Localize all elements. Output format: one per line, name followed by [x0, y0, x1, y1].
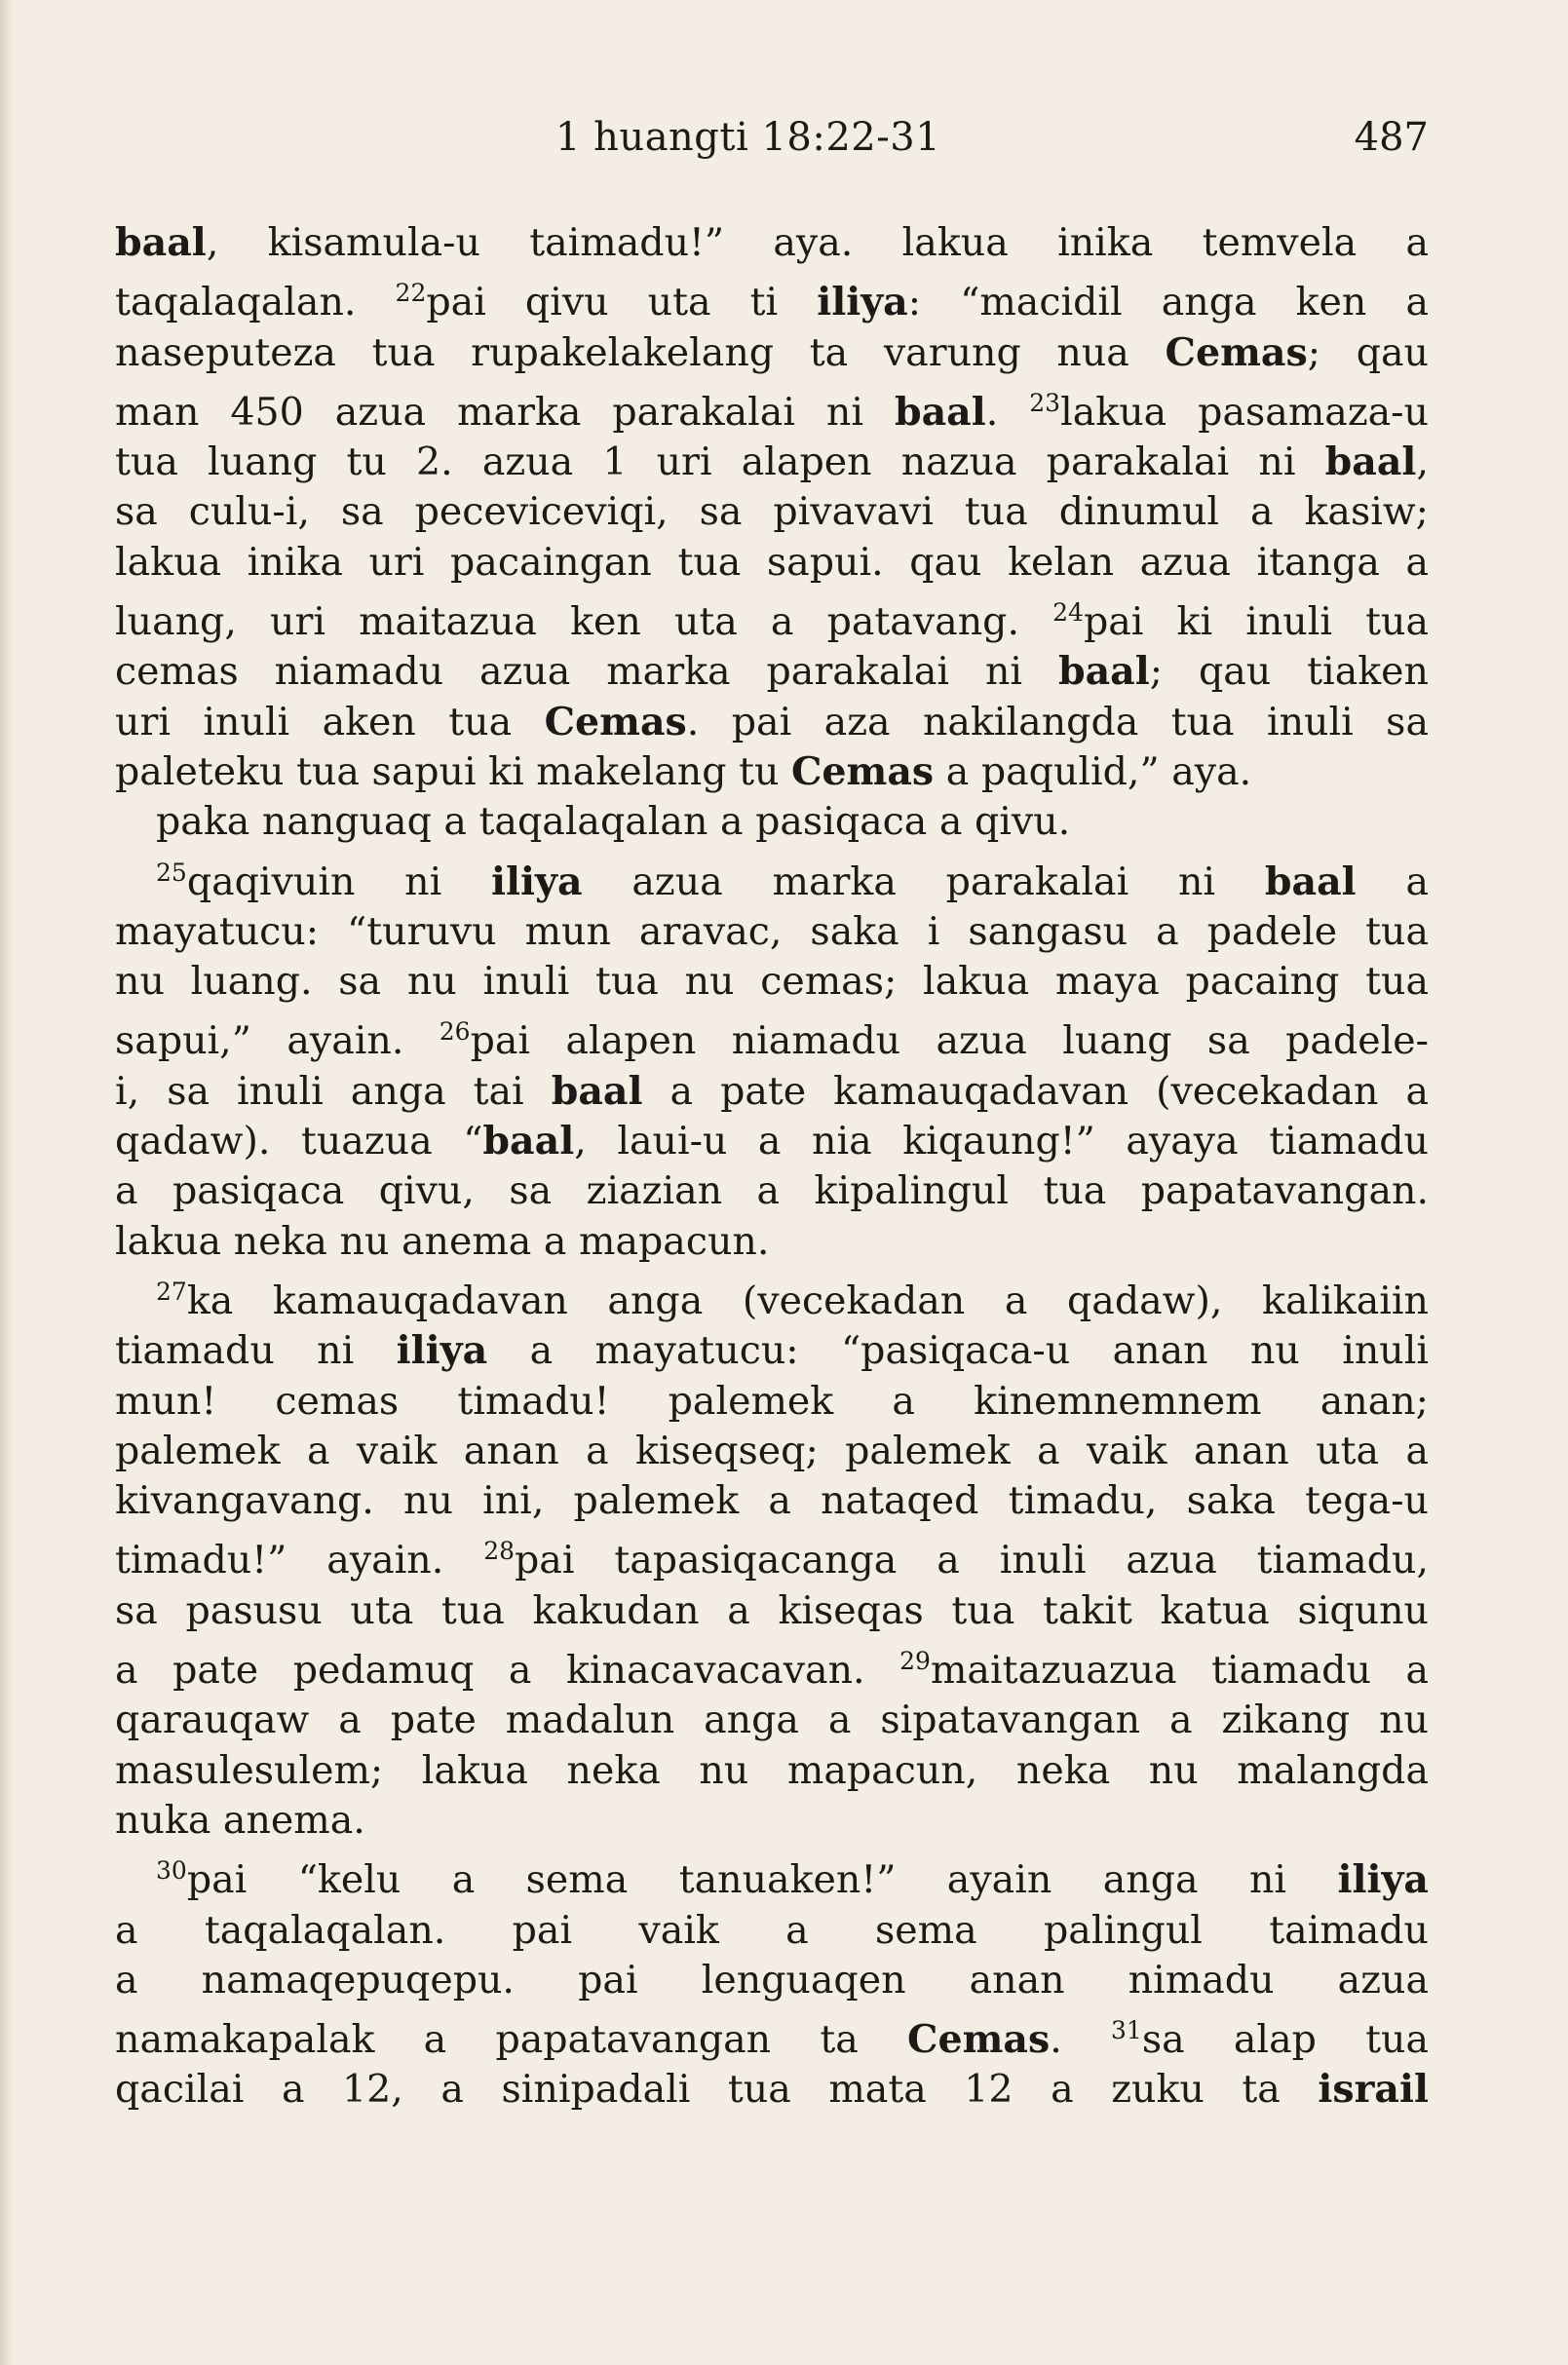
- text-line: mayatucu: “turuvu mun aravac, saka i sangasu a padele tua: [115, 908, 1429, 954]
- text-line: paka nanguaq a taqalaqalan a pasiqaca a qivu.: [156, 799, 1071, 845]
- bold-term: iliya: [491, 858, 583, 904]
- text-line: masulesulem; lakua neka nu mapacun, neka nu malangda: [115, 1747, 1429, 1793]
- bold-term: baal: [894, 389, 986, 435]
- text-line: baal, kisamula-u taimadu!” aya. lakua inika temvela a: [115, 220, 1429, 265]
- text-line: man 450 azua marka parakalai ni baal. $^{23}$lakua pasamaza-u: [115, 388, 1429, 435]
- bold-term: iliya: [817, 280, 908, 325]
- text-line: sa pasusu uta tua kakudan a kiseqas tua takit katua siqunu: [115, 1587, 1429, 1633]
- text-line: sapui,” ayain. $^{26}$pai alapen niamadu azua luang sa padele-: [115, 1017, 1430, 1064]
- text-line: nu luang. sa nu inuli tua nu cemas; lakua maya pacaing tua: [115, 959, 1429, 1005]
- bold-term: baal: [1324, 439, 1417, 485]
- text-line: kivangavang. nu ini, palemek a nataqed timadu, saka tega-u: [115, 1478, 1429, 1524]
- verse-number: 25: [156, 858, 187, 887]
- bold-term: Cemas: [1165, 329, 1308, 375]
- text-line: namakapalak a papatavangan ta Cemas. $^{31}$sa alap tua: [115, 2016, 1429, 2063]
- verse-number: 24: [1052, 598, 1084, 628]
- text-line: tiamadu ni iliya a mayatucu: “pasiqaca-u anan nu inuli: [115, 1328, 1429, 1374]
- text-line: timadu!” ayain. $^{28}$pai tapasiqacanga a inuli azua tiamadu,: [115, 1537, 1429, 1583]
- bold-term: baal: [482, 1119, 575, 1164]
- text-line: $^{27}$ka kamauqadavan anga (vecekadan a qadaw), kalikaiin: [156, 1277, 1429, 1323]
- text-line: qadaw). tuazua “baal, laui-u a nia kiqaung!” ayaya tiamadu: [115, 1119, 1429, 1164]
- text-line: a pate pedamuq a kinacavacavan. $^{29}$maitazuazua tiamadu a: [115, 1647, 1429, 1694]
- text-line: naseputeza tua rupakelakelang ta varung nua Cemas; qau: [115, 329, 1429, 375]
- verse-number: 27: [156, 1277, 187, 1306]
- bold-term: iliya: [1337, 1857, 1429, 1903]
- scripture-text: [115, 218, 1429, 2116]
- text-line: lakua neka nu anema a mapacun.: [115, 1218, 770, 1264]
- verse-number: 22: [395, 279, 427, 308]
- text-line: $^{25}$qaqivuin ni iliya azua marka parakalai ni baal a: [156, 858, 1429, 904]
- verse-number: 28: [483, 1537, 515, 1566]
- running-head: 1 huangti 18:22-31: [555, 115, 941, 160]
- text-line: a pasiqaca qivu, sa ziazian a kipalingul tua papatavangan.: [115, 1168, 1429, 1214]
- text-line: taqalaqalan. $^{22}$pai qivu uta ti iliya: “macidil anga ken a: [115, 279, 1430, 325]
- text-line: a namaqepuqepu. pai lenguaqen anan nimadu azua: [115, 1957, 1429, 2003]
- text-line: uri inuli aken tua Cemas. pai aza nakilangda tua inuli sa: [115, 699, 1429, 744]
- page-number: 487: [1354, 115, 1429, 160]
- bold-term: iliya: [396, 1328, 488, 1374]
- verse-number: 29: [899, 1647, 931, 1676]
- text-line: paleteku tua sapui ki makelang tu Cemas a paqulid,” aya.: [115, 748, 1252, 794]
- text-line: mun! cemas timadu! palemek a kinemnemnem anan;: [115, 1378, 1429, 1424]
- text-line: qarauqaw a pate madalun anga a sipatavangan a zikang nu: [115, 1697, 1429, 1743]
- verse-number: 30: [156, 1856, 187, 1886]
- bold-term: Cemas: [544, 699, 687, 744]
- text-line: sa culu-i, sa peceviceviqi, sa pivavavi tua dinumul a kasiw;: [115, 489, 1429, 535]
- bold-term: baal: [115, 220, 207, 265]
- bold-term: baal: [551, 1068, 643, 1114]
- text-line: tua luang tu 2. azua 1 uri alapen nazua parakalai ni baal,: [115, 439, 1429, 485]
- bold-term: israil: [1318, 2067, 1429, 2113]
- verse-number: 26: [439, 1017, 471, 1047]
- text-line: a taqalaqalan. pai vaik a sema palingul taimadu: [115, 1907, 1429, 1953]
- text-line: qacilai a 12, a sinipadali tua mata 12 a zuku ta israil: [115, 2067, 1429, 2113]
- text-line: $^{30}$pai “kelu a sema tanuaken!” ayain anga ni iliya: [156, 1856, 1429, 1903]
- bold-term: Cemas: [790, 748, 935, 794]
- bold-term: baal: [1057, 649, 1150, 695]
- verse-number: 23: [1029, 388, 1061, 417]
- verse-number: 31: [1111, 2016, 1142, 2045]
- bold-term: baal: [1264, 858, 1357, 904]
- bold-term: Cemas: [907, 2017, 1051, 2063]
- page-gutter-shadow: [0, 0, 14, 2365]
- text-line: palemek a vaik anan a kiseqseq; palemek a vaik anan uta a: [115, 1428, 1429, 1473]
- text-line: cemas niamadu azua marka parakalai ni baal; qau tiaken: [115, 649, 1429, 695]
- text-line: lakua inika uri pacaingan tua sapui. qau kelan azua itanga a: [115, 539, 1429, 585]
- text-line: luang, uri maitazua ken uta a patavang. $^{24}$pai ki inuli tua: [115, 598, 1429, 645]
- text-line: nuka anema.: [115, 1797, 365, 1843]
- text-line: i, sa inuli anga tai baal a pate kamauqadavan (vecekadan a: [115, 1068, 1429, 1114]
- page-header: [115, 115, 1429, 183]
